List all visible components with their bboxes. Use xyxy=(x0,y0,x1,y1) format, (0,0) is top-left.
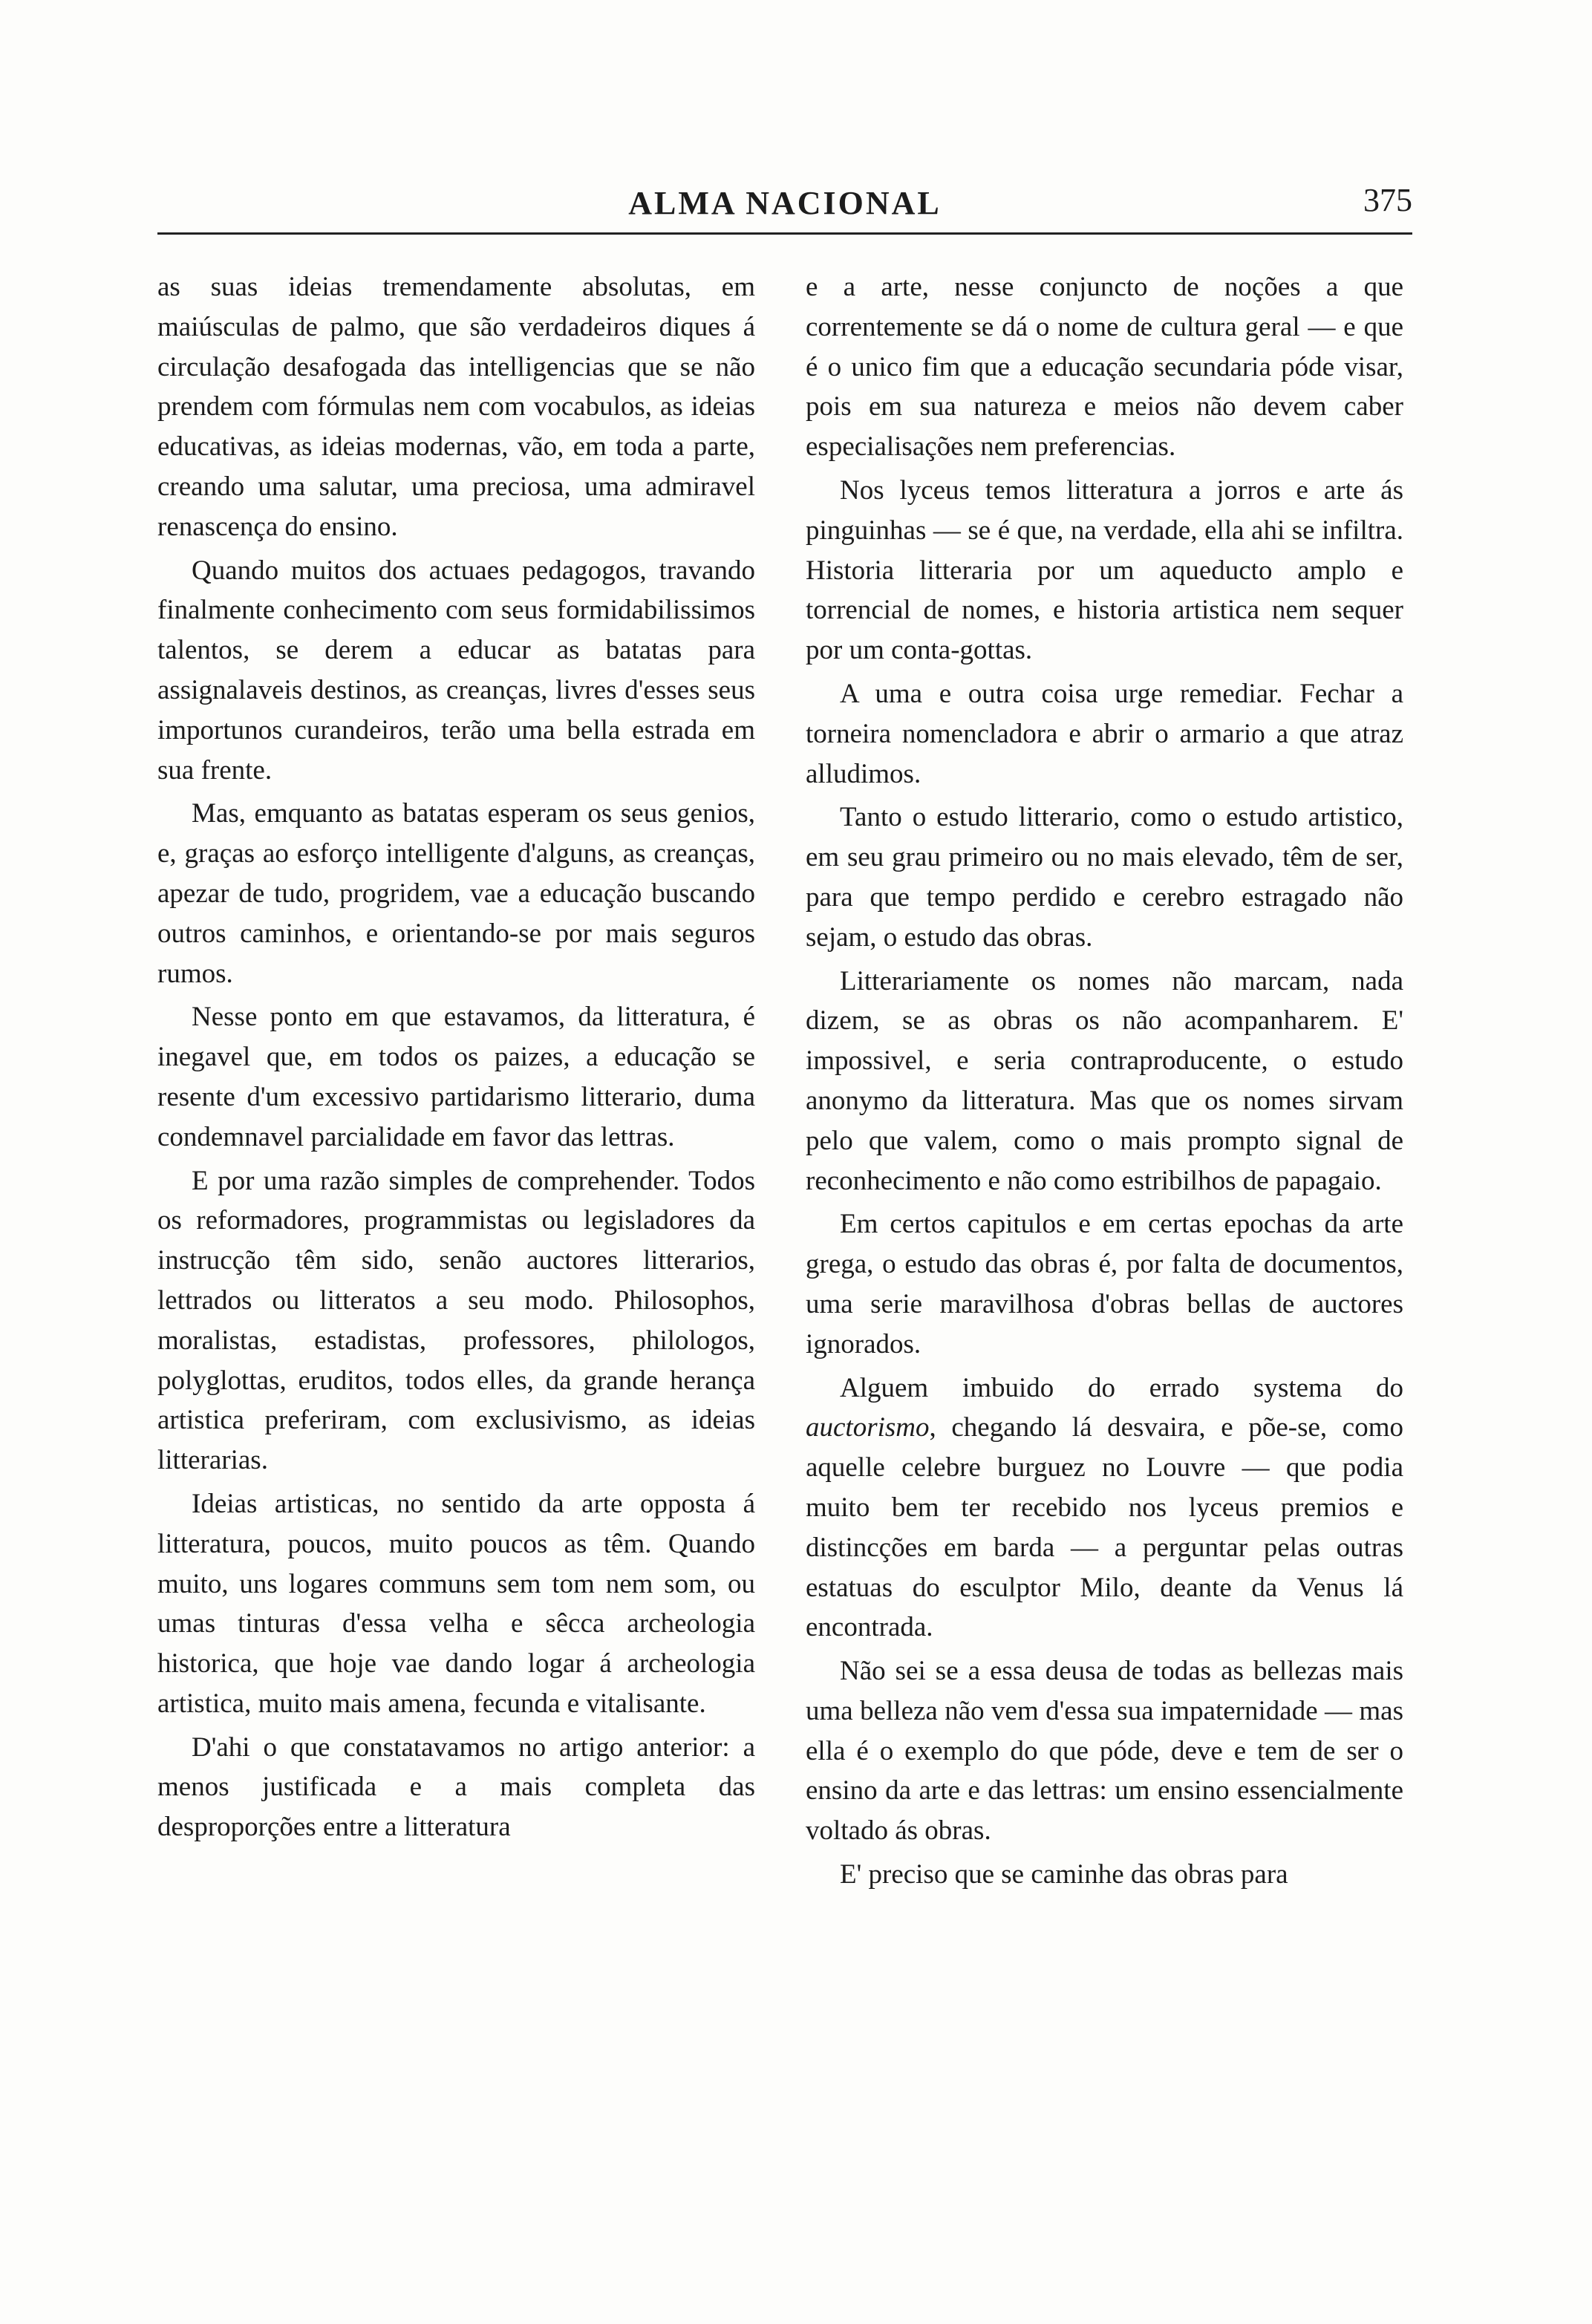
paragraph: e a arte, nesse conjuncto de noções a que correntemente se dá o nome de cultura geral — e que é o unico fim que a educação secundaria póde visar, pois em sua natureza e meios não devem caber especialisações nem preferencias. xyxy=(806,272,1403,463)
paragraph: Nesse ponto em que estavamos, da litteratura, é inegavel que, em todos os paizes, a educação se resente d'um excessivo partidarismo litterario, duma condemnavel parcialidade em favor das lettras. xyxy=(157,1002,755,1152)
paragraph: E por uma razão simples de comprehender. Todos os reformadores, programmistas ou legisladores da instrucção têm sido, senão auctores litterarios, lettrados ou litteratos a seu modo. Philosophos, moralistas, estadistas, professores, philologos, polyglottas, eruditos, todos elles, da grande herança artistica preferiram, com exclusivismo, as ideias litterarias. xyxy=(157,1165,755,1476)
header-rule xyxy=(157,232,1412,235)
page-header xyxy=(157,177,1412,229)
paragraph: Não sei se a essa deusa de todas as bellezas mais uma belleza não vem d'essa sua impaternidade — mas ella é o exemplo do que póde, deve e tem de ser o ensino da arte e das lettras: um ensino essencialmente voltado ás obras. xyxy=(806,1656,1403,1847)
paragraph: Em certos capitulos e em certas epochas da arte grega, o estudo das obras é, por falta de documentos, uma serie maravilhosa d'obras bellas de auctores ignorados. xyxy=(806,1209,1403,1360)
right-column xyxy=(806,267,1403,1899)
running-title: ALMA NACIONAL xyxy=(628,185,942,221)
paragraph: E' preciso que se caminhe das obras para xyxy=(840,1859,1288,1890)
paragraph: Mas, emquanto as batatas esperam os seus genios, e, graças ao esforço intelligente d'alguns, as creanças, apezar de tudo, progridem, vae a educação buscando outros caminhos, e orientando-se por mais seguros rumos. xyxy=(157,798,755,989)
paragraph: as suas ideias tremendamente absolutas, em maiúsculas de palmo, que são verdadeiros diques á circulação desafogada das intelligencias que se não prendem com fórmulas nem com vocabulos, as ideias educativas, as ideias modernas, vão, em toda a parte, creando uma salutar, uma preciosa, uma admiravel renascença do ensino. xyxy=(157,272,755,542)
paragraph: Ideias artisticas, no sentido da arte opposta á litteratura, poucos, muito poucos as têm. Quando muito, uns logares communs sem tom nem som, ou umas tinturas d'essa velha e sêcca archeologia historica, que hoje vae dando logar á archeologia artistica, muito mais amena, fecunda e vitalisante. xyxy=(157,1488,755,1719)
page-number: 375 xyxy=(1363,182,1412,218)
paragraph: D'ahi o que constatavamos no artigo anterior: a menos justificada e a mais completa das desproporções entre a litteratura xyxy=(157,1731,755,1843)
paragraph: Tanto o estudo litterario, como o estudo artistico, em seu grau primeiro ou no mais elevado, têm de ser, para que tempo perdido e cerebro estragado não sejam, o estudo das obras. xyxy=(806,802,1403,953)
paragraph: Quando muitos dos actuaes pedagogos, travando finalmente conhecimento com seus formidabilissimos talentos, se derem a educar as batatas para assignalaveis destinos, as creanças, livres d'esses seus importunos curandeiros, terão uma bella estrada em sua frente. xyxy=(157,555,755,786)
paragraph: Litterariamente os nomes não marcam, nada dizem, se as obras os não acompanharem. E' impossivel, e seria contraproducente, o estudo anonymo da litteratura. Mas que os nomes sirvam pelo que valem, como o mais prompto signal de reconhecimento e não como estribilhos de papagaio. xyxy=(806,965,1403,1196)
left-column xyxy=(157,267,755,1851)
paragraph: Nos lyceus temos litteratura a jorros e arte ás pinguinhas — se é que, na verdade, ella ahi se infiltra. Historia litteraria por um aqueducto amplo e torrencial de nomes, e historia artistica nem sequer por um conta-gottas. xyxy=(806,474,1403,666)
paragraph-text: , chegando lá desvaira, e põe-se, como aquelle celebre burguez no Louvre — que podia muito bem ter recebido nos lyceus premios e distincções em barda — a perguntar pelas outras estatuas do esculptor Milo, deante da Venus lá encontrada. xyxy=(806,1412,1403,1643)
paragraph-text: Alguem imbuido do errado systema do xyxy=(840,1372,1403,1403)
italic-term: auctorismo xyxy=(806,1412,930,1443)
paragraph-with-italic xyxy=(806,1368,1403,1648)
paragraph: A uma e outra coisa urge remediar. Fechar a torneira nomencladora e abrir o armario a que atraz alludimos. xyxy=(806,678,1403,789)
